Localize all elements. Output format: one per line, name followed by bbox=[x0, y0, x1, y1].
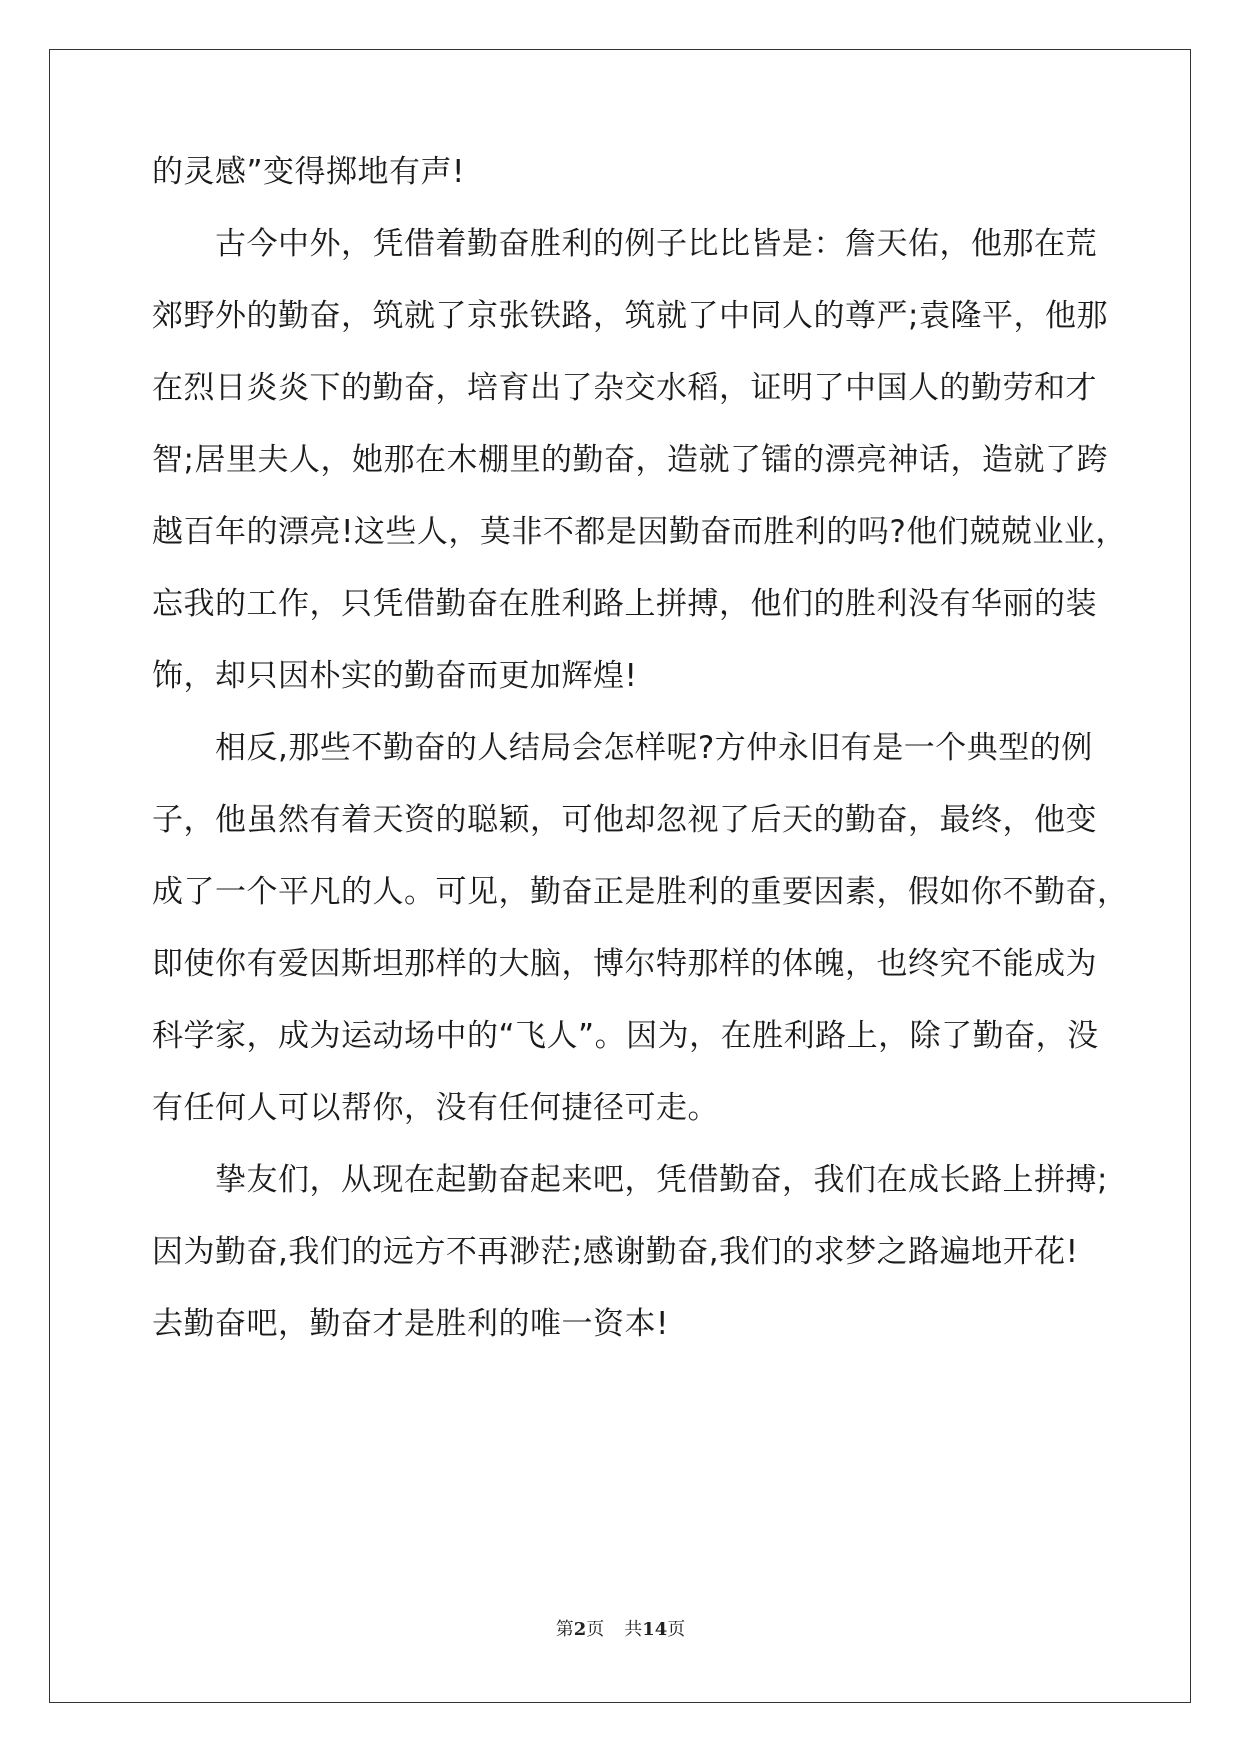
text-line: 科学家，成为运动场中的“飞人”。因为，在胜利路上，除了勤奋，没 bbox=[152, 1018, 1099, 1054]
total-label-suffix: 页 bbox=[667, 1619, 686, 1640]
text-line: 饰，却只因朴实的勤奋而更加辉煌! bbox=[152, 658, 638, 694]
text-line: 的灵感”变得掷地有声! bbox=[152, 154, 465, 190]
text-line: 挚友们，从现在起勤奋起来吧，凭借勤奋，我们在成长路上拼搏; bbox=[152, 1162, 1108, 1198]
text-line: 相反,那些不勤奋的人结局会怎样呢?方仲永旧有是一个典型的例 bbox=[152, 730, 1093, 766]
text-line: 子，他虽然有着天资的聪颖，可他却忽视了后天的勤奋，最终，他变 bbox=[152, 802, 1097, 838]
text-line: 忘我的工作，只凭借勤奋在胜利路上拼搏，他们的胜利没有华丽的装 bbox=[152, 586, 1097, 622]
text-line: 因为勤奋,我们的远方不再渺茫;感谢勤奋,我们的求梦之路遍地开花! bbox=[152, 1234, 1079, 1270]
page-label-suffix: 页 bbox=[586, 1619, 605, 1640]
page-label-prefix: 第 bbox=[555, 1619, 574, 1640]
page-number: 2 bbox=[573, 1619, 587, 1640]
text-line: 智;居里夫人，她那在木棚里的勤奋，造就了镭的漂亮神话，造就了跨 bbox=[152, 442, 1108, 478]
total-label-prefix: 共 bbox=[624, 1619, 643, 1640]
text-line: 即使你有爱因斯坦那样的大脑，博尔特那样的体魄，也终究不能成为 bbox=[152, 946, 1097, 982]
text-line: 古今中外，凭借着勤奋胜利的例子比比皆是：詹天佑，他那在荒 bbox=[152, 226, 1097, 262]
text-line: 郊野外的勤奋，筑就了京张铁路，筑就了中同人的尊严;袁隆平，他那 bbox=[152, 298, 1108, 334]
total-pages: 14 bbox=[642, 1619, 668, 1640]
page-footer bbox=[0, 1619, 1241, 1641]
text-line: 去勤奋吧，勤奋才是胜利的唯一资本! bbox=[152, 1306, 669, 1342]
text-line: 有任何人可以帮你，没有任何捷径可走。 bbox=[152, 1090, 719, 1126]
text-line: 越百年的漂亮!这些人，莫非不都是因勤奋而胜利的吗?他们兢兢业业， bbox=[152, 514, 1127, 550]
text-line: 成了一个平凡的人。可见，勤奋正是胜利的重要因素，假如你不勤奋， bbox=[152, 874, 1129, 910]
text-line: 在烈日炎炎下的勤奋，培育出了杂交水稻，证明了中国人的勤劳和才 bbox=[152, 370, 1097, 406]
